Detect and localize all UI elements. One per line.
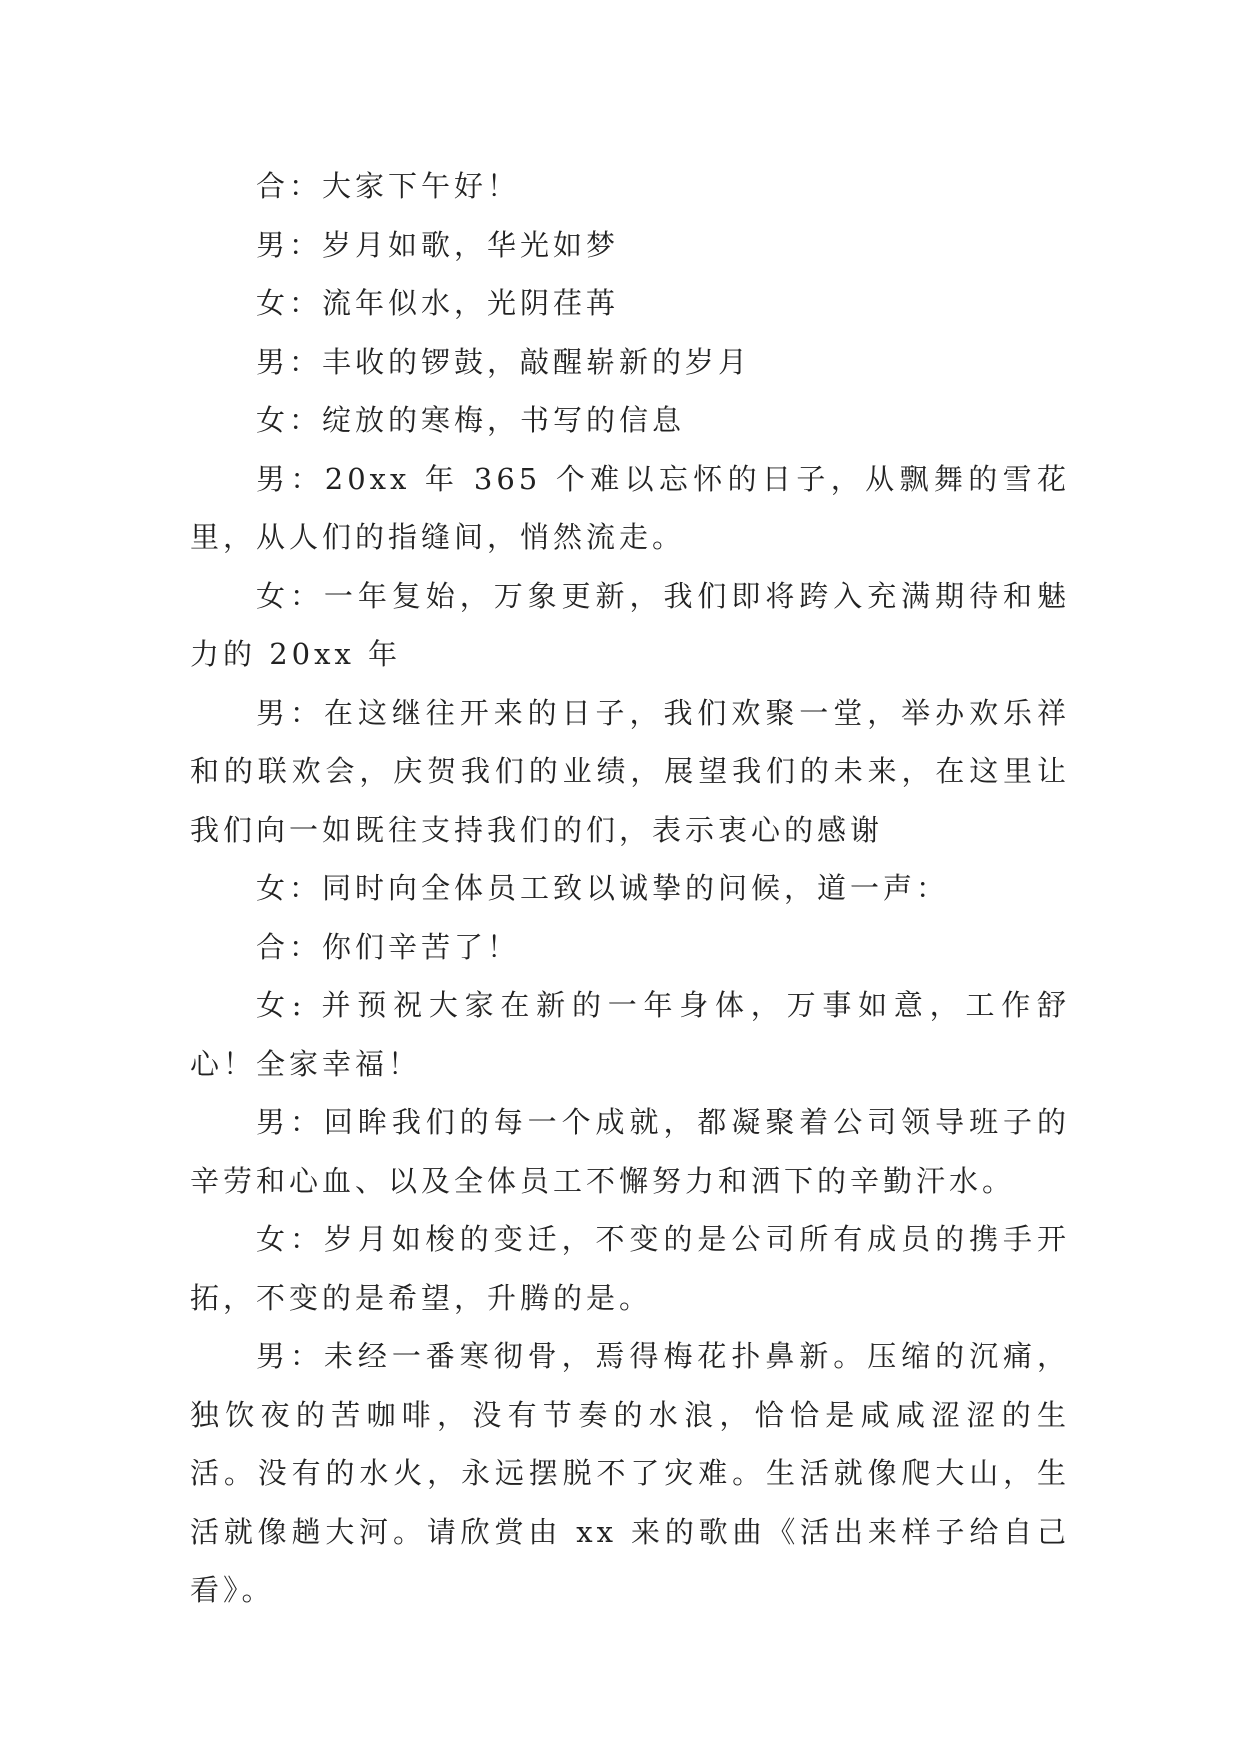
document-body xyxy=(190,157,1070,1620)
paragraph: 合：大家下午好！ xyxy=(256,169,521,203)
paragraph: 女：流年似水，光阴荏苒 xyxy=(256,286,620,320)
paragraph: 男：未经一番寒彻骨，焉得梅花扑鼻新。压缩的沉痛，独饮夜的苦咖啡，没有节奏的水浪，恰恰是咸咸涩涩的生活。没有的水火，永远摆脱不了灾难。生活就像爬大山，生活就像趟大河。请欣赏由 xx 来的歌曲《活出来样子给自己看》。 xyxy=(190,1339,1070,1607)
paragraph: 合：你们辛苦了！ xyxy=(256,929,521,964)
paragraph: 女：绽放的寒梅，书写的信息 xyxy=(256,403,686,437)
paragraph: 男：回眸我们的每一个成就，都凝聚着公司领导班子的辛劳和心血、以及全体员工不懈努力和洒下的辛勤汗水。 xyxy=(190,1105,1070,1198)
paragraph: 女：岁月如梭的变迁，不变的是公司所有成员的携手开拓，不变的是希望，升腾的是。 xyxy=(190,1222,1070,1315)
paragraph: 女：一年复始，万象更新，我们即将跨入充满期待和魅力的 20xx 年 xyxy=(190,578,1070,671)
paragraph: 女：同时向全体员工致以诚挚的问候，道一声： xyxy=(256,871,950,905)
paragraph: 男：20xx 年 365 个难以忘怀的日子，从飘舞的雪花里，从人们的指缝间，悄然流走。 xyxy=(190,461,1070,554)
paragraph: 男：岁月如歌，华光如梦 xyxy=(256,227,620,262)
paragraph: 男：在这继往开来的日子，我们欢聚一堂，举办欢乐祥和的联欢会，庆贺我们的业绩，展望我们的未来，在这里让我们向一如既往支持我们的们，表示衷心的感谢 xyxy=(190,695,1070,847)
paragraph: 女: 并预祝大家在新的一年身体，万事如意，工作舒心！全家幸福！ xyxy=(190,988,1070,1081)
paragraph: 男：丰收的锣鼓，敲醒崭新的岁月 xyxy=(256,344,752,379)
